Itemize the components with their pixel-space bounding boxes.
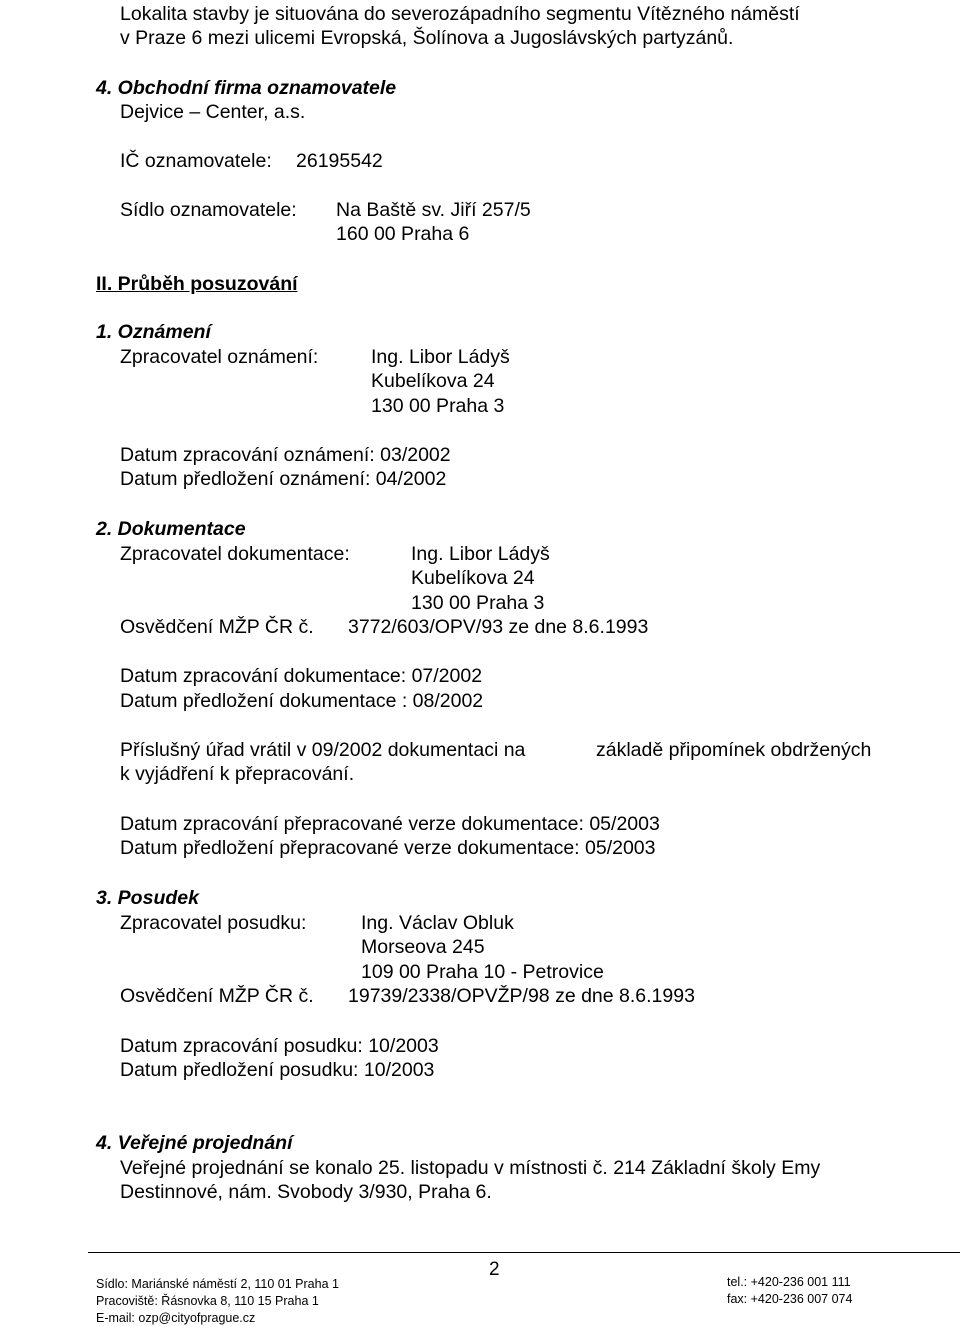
posudek-heading: 3. Posudek bbox=[96, 887, 199, 909]
firma-heading: 4. Obchodní firma oznamovatele bbox=[96, 77, 397, 99]
projednani-line-1: Veřejné projednání se konalo 25. listopadu v místnosti č. 214 Základní školy Emy bbox=[120, 1157, 821, 1179]
ic-label: IČ oznamovatele: bbox=[120, 150, 272, 172]
return-note-line-1b: základě připomínek obdržených bbox=[596, 739, 872, 761]
sidlo-line-1: Na Baště sv. Jiří 257/5 bbox=[336, 199, 531, 221]
dokumentace-author-name: Ing. Libor Ládyš bbox=[411, 543, 550, 565]
oznameni-date-zpracovani: Datum zpracování oznámení: 03/2002 bbox=[120, 444, 451, 466]
oznameni-heading: 1. Oznámení bbox=[96, 321, 211, 343]
dokumentace-date-zpracovani: Datum zpracování dokumentace: 07/2002 bbox=[120, 665, 483, 687]
revised-date-predlozeni: Datum předložení přepracované verze dokumentace: 05/2003 bbox=[120, 837, 656, 859]
dokumentace-author-city: 130 00 Praha 3 bbox=[411, 592, 545, 614]
footer-sidlo: Sídlo: Mariánské náměstí 2, 110 01 Praha 1 bbox=[96, 1277, 339, 1291]
posudek-osvedceni-value: 19739/2338/OPVŽP/98 ze dne 8.6.1993 bbox=[348, 985, 695, 1007]
posudek-author-city: 109 00 Praha 10 - Petrovice bbox=[361, 961, 604, 983]
posudek-date-zpracovani: Datum zpracování posudku: 10/2003 bbox=[120, 1035, 439, 1057]
dokumentace-osvedceni-value: 3772/603/OPV/93 ze dne 8.6.1993 bbox=[348, 616, 649, 638]
dokumentace-osvedceni-label: Osvědčení MŽP ČR č. bbox=[120, 616, 314, 638]
revised-date-zpracovani: Datum zpracování přepracované verze dokumentace: 05/2003 bbox=[120, 813, 660, 835]
ic-value: 26195542 bbox=[296, 150, 383, 172]
dokumentace-label: Zpracovatel dokumentace: bbox=[120, 543, 350, 565]
firma-name: Dejvice – Center, a.s. bbox=[120, 101, 306, 123]
return-note-line-2: k vyjádření k přepracování. bbox=[120, 763, 355, 785]
oznameni-author-name: Ing. Libor Ládyš bbox=[371, 346, 510, 368]
footer-divider bbox=[88, 1252, 960, 1253]
oznameni-label: Zpracovatel oznámení: bbox=[120, 346, 319, 368]
posudek-osvedceni-label: Osvědčení MŽP ČR č. bbox=[120, 985, 314, 1007]
footer-pracoviste: Pracoviště: Řásnovka 8, 110 15 Praha 1 bbox=[96, 1294, 319, 1308]
posudek-date-predlozeni: Datum předložení posudku: 10/2003 bbox=[120, 1059, 435, 1081]
oznameni-author-street: Kubelíkova 24 bbox=[371, 370, 495, 392]
posudek-author-name: Ing. Václav Obluk bbox=[361, 912, 514, 934]
footer-tel: tel.: +420-236 001 111 bbox=[727, 1275, 851, 1289]
page-number: 2 bbox=[489, 1259, 500, 1280]
posudek-author-street: Morseova 245 bbox=[361, 936, 485, 958]
sidlo-line-2: 160 00 Praha 6 bbox=[336, 223, 470, 245]
intro-line-1: Lokalita stavby je situována do severozápadního segmentu Vítězného náměstí bbox=[120, 3, 800, 25]
footer-fax: fax: +420-236 007 074 bbox=[727, 1292, 853, 1306]
oznameni-author-city: 130 00 Praha 3 bbox=[371, 395, 505, 417]
dokumentace-author-street: Kubelíkova 24 bbox=[411, 567, 535, 589]
sidlo-label: Sídlo oznamovatele: bbox=[120, 199, 297, 221]
oznameni-date-predlozeni: Datum předložení oznámení: 04/2002 bbox=[120, 468, 447, 490]
posudek-label: Zpracovatel posudku: bbox=[120, 912, 307, 934]
projednani-heading: 4. Veřejné projednání bbox=[96, 1132, 293, 1154]
projednani-line-2: Destinnové, nám. Svobody 3/930, Praha 6. bbox=[120, 1181, 492, 1203]
section-2-heading: II. Průběh posuzování bbox=[96, 273, 298, 295]
dokumentace-date-predlozeni: Datum předložení dokumentace : 08/2002 bbox=[120, 690, 484, 712]
footer-email: E-mail: ozp@cityofprague.cz bbox=[96, 1311, 256, 1325]
dokumentace-heading: 2. Dokumentace bbox=[96, 518, 246, 540]
intro-line-2: v Praze 6 mezi ulicemi Evropská, Šolínova a Jugoslávských partyzánů. bbox=[120, 27, 734, 49]
return-note-line-1a: Příslušný úřad vrátil v 09/2002 dokumentaci na bbox=[120, 739, 526, 761]
